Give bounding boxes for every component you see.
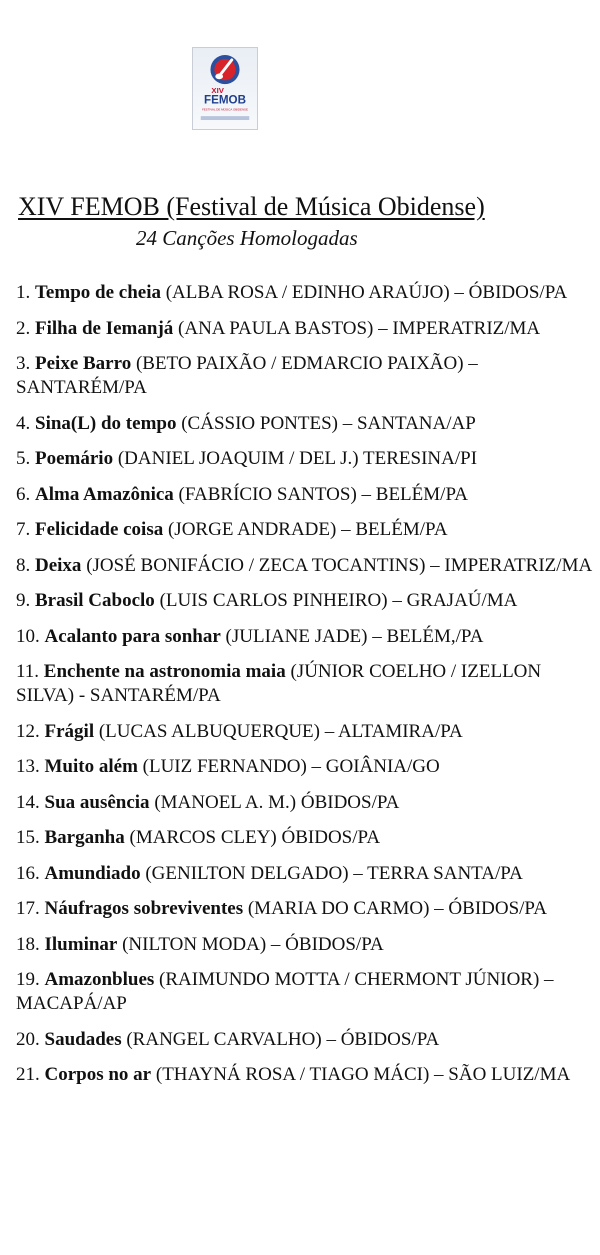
song-item (16, 933, 594, 957)
song-item (16, 1028, 594, 1052)
logo-name: FEMOB (204, 93, 246, 107)
song-credits: (RANGEL CARVALHO) – ÓBIDOS/PA (126, 1028, 440, 1050)
song-item (16, 791, 594, 815)
song-title: Enchente na astronomia maia (43, 661, 286, 682)
song-title: Filha de Iemanjá (35, 317, 174, 339)
song-item (16, 281, 594, 305)
song-item (16, 720, 594, 744)
song-item (16, 862, 594, 886)
guitar-emblem-icon (193, 48, 257, 129)
song-title: Amundiado (44, 862, 141, 884)
song-item (16, 554, 594, 578)
song-credits: (ALBA ROSA / EDINHO ARAÚJO) – ÓBIDOS/PA (165, 282, 568, 303)
song-item (16, 352, 594, 400)
song-item (16, 968, 594, 1016)
song-number: 18. (16, 933, 40, 955)
song-number: 2. (16, 317, 31, 339)
song-title: Corpos no ar (44, 1064, 152, 1085)
song-title: Sina(L) do tempo (35, 412, 177, 434)
song-item (16, 518, 594, 542)
song-credits: (MARCOS CLEY) ÓBIDOS/PA (129, 827, 381, 848)
song-title: Amazonblues (44, 969, 155, 990)
song-item (16, 412, 594, 436)
song-number: 1. (16, 282, 31, 303)
song-number: 8. (16, 554, 31, 576)
song-item (16, 317, 594, 341)
song-credits: (DANIEL JOAQUIM / DEL J.) TERESINA/PI (117, 448, 478, 469)
song-title: Poemário (35, 448, 114, 469)
song-number: 20. (16, 1028, 40, 1050)
song-number: 21. (16, 1064, 40, 1085)
song-number: 12. (16, 720, 40, 742)
song-title: Náufragos sobreviventes (44, 898, 244, 919)
song-title: Tempo de cheia (35, 282, 161, 303)
song-item (16, 826, 594, 850)
song-credits: (LUIS CARLOS PINHEIRO) – GRAJAÚ/MA (159, 590, 518, 611)
song-item (16, 447, 594, 471)
song-item (16, 625, 594, 649)
song-title: Deixa (35, 554, 82, 576)
song-number: 19. (16, 969, 40, 990)
song-item (16, 483, 594, 507)
song-credits: (MARIA DO CARMO) – ÓBIDOS/PA (247, 898, 547, 919)
song-title: Muito além (44, 756, 138, 777)
song-number: 9. (16, 590, 31, 611)
song-title: Alma Amazônica (35, 483, 174, 505)
femob-logo (192, 47, 258, 130)
song-credits: (MANOEL A. M.) ÓBIDOS/PA (154, 791, 400, 813)
document-title: XIV FEMOB (Festival de Música Obidense) (18, 192, 485, 221)
song-credits: (THAYNÁ ROSA / TIAGO MÁCI) – SÃO LUIZ/MA (155, 1064, 571, 1085)
song-title: Iluminar (44, 933, 118, 955)
song-number: 3. (16, 353, 31, 374)
song-credits: (ANA PAULA BASTOS) – IMPERATRIZ/MA (178, 317, 541, 339)
logo-roman: XIV (211, 85, 224, 95)
song-number: 13. (16, 756, 40, 777)
song-credits: (LUIZ FERNANDO) – GOIÂNIA/GO (142, 756, 440, 777)
song-credits: (JOSÉ BONIFÁCIO / ZECA TOCANTINS) – IMPERATRIZ/MA (86, 554, 593, 576)
song-number: 4. (16, 412, 31, 434)
logo-tagline: FESTIVAL DE MÚSICA OBIDENSE (202, 107, 248, 112)
document-subtitle: 24 Canções Homologadas (136, 226, 358, 250)
song-number: 5. (16, 448, 31, 469)
song-credits: (JORGE ANDRADE) – BELÉM/PA (167, 519, 448, 540)
song-list (16, 281, 594, 1099)
song-title: Sua ausência (44, 791, 150, 813)
song-credits: (RAIMUNDO MOTTA / CHERMONT JÚNIOR) – MACAPÁ/AP (16, 969, 554, 1014)
song-title: Felicidade coisa (35, 519, 164, 540)
song-title: Saudades (44, 1028, 122, 1050)
song-credits: (FABRÍCIO SANTOS) – BELÉM/PA (178, 483, 468, 505)
song-item (16, 897, 594, 921)
song-title: Barganha (44, 827, 125, 848)
song-number: 11. (16, 661, 40, 682)
song-title: Peixe Barro (35, 353, 132, 374)
song-item (16, 755, 594, 779)
song-item (16, 660, 594, 708)
song-title: Brasil Caboclo (35, 590, 155, 611)
song-number: 16. (16, 862, 40, 884)
song-credits: (JÚNIOR COELHO / IZELLON SILVA) - SANTARÉM/PA (16, 661, 542, 706)
song-title: Frágil (44, 720, 95, 742)
song-number: 7. (16, 519, 31, 540)
song-credits: (GENILTON DELGADO) – TERRA SANTA/PA (145, 862, 523, 884)
song-title: Acalanto para sonhar (44, 625, 221, 647)
song-number: 15. (16, 827, 40, 848)
song-credits: (CÁSSIO PONTES) – SANTANA/AP (181, 412, 476, 434)
song-credits: (JULIANE JADE) – BELÉM,/PA (225, 625, 484, 647)
song-number: 6. (16, 483, 31, 505)
song-item (16, 1063, 594, 1087)
song-number: 10. (16, 625, 40, 647)
song-credits: (NILTON MODA) – ÓBIDOS/PA (122, 933, 384, 955)
song-number: 17. (16, 898, 40, 919)
song-number: 14. (16, 791, 40, 813)
song-item (16, 589, 594, 613)
song-credits: (LUCAS ALBUQUERQUE) – ALTAMIRA/PA (98, 720, 463, 742)
song-credits: (BETO PAIXÃO / EDMARCIO PAIXÃO) – SANTARÉM/PA (16, 353, 478, 398)
